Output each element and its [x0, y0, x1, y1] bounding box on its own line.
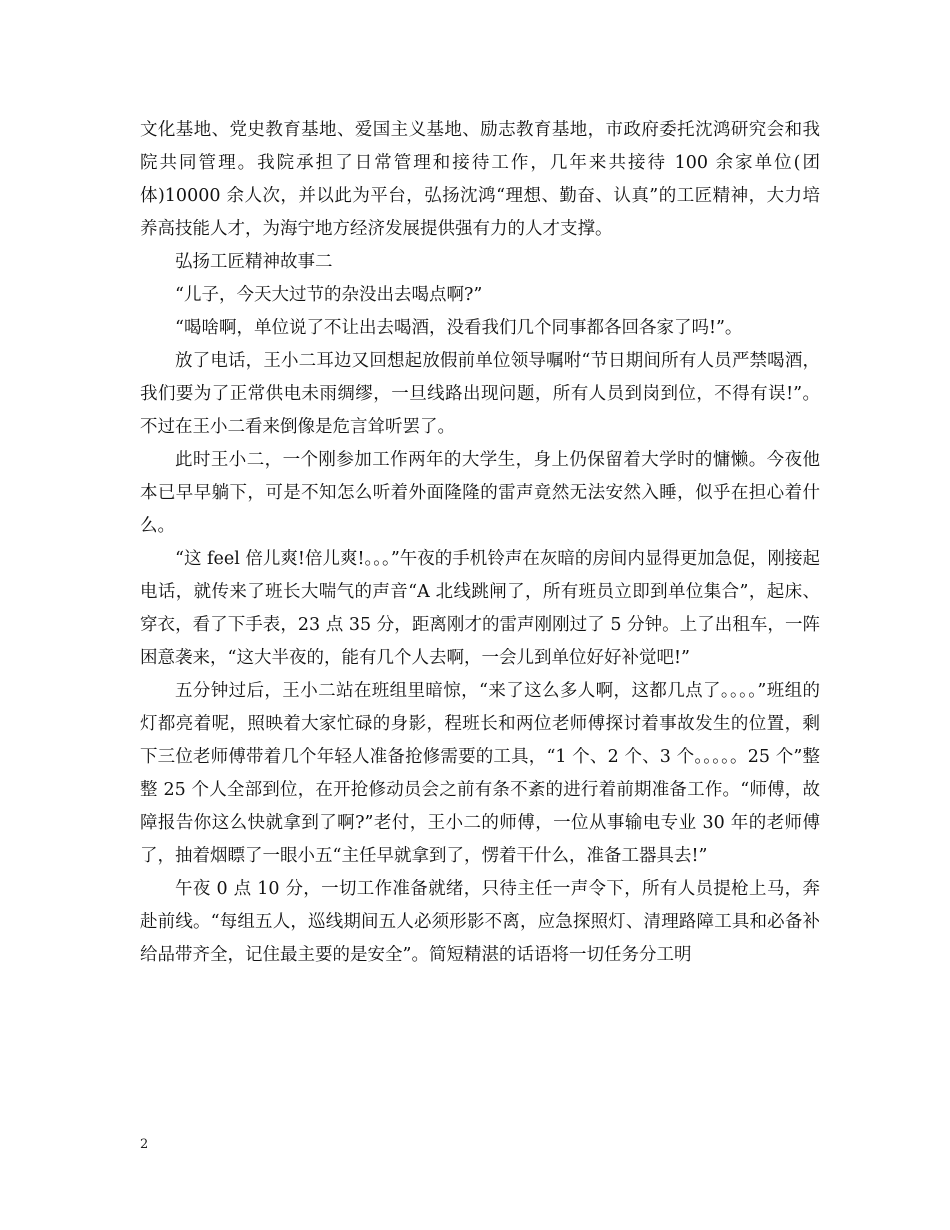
paragraph: 午夜 0 点 10 分，一切工作准备就绪，只待主任一声令下，所有人员提枪上马，奔赴前线。“每组五人，巡线期间五人必须形影不离，应急探照灯、清理路障工具和必备补给品带齐全，记住最主要的是安全”。简短精湛的话语将一切任务分工明	[140, 879, 820, 965]
page-number: 2	[140, 1137, 149, 1152]
body-text	[140, 114, 820, 972]
paragraph: “这 feel 倍儿爽!倍儿爽!。。。”午夜的手机铃声在灰暗的房间内显得更加急促，刚接起电话，就传来了班长大喘气的声音“A 北线跳闸了，所有班员立即到单位集合”，起床、穿衣，看了下手表，23 点 35 分，距离刚才的雷声刚刚过了 5 分钟。上了出租车，一阵困意袭来，“这大半夜的，能有几个人去啊，一会儿到单位好好补觉吧!”	[140, 549, 820, 668]
paragraph-dialogue-1: “儿子，今天大过节的杂没出去喝点啊?”	[175, 285, 483, 305]
paragraph: 放了电话，王小二耳边又回想起放假前单位领导嘱咐“节日期间所有人员严禁喝酒，我们要为了正常供电未雨绸缪，一旦线路出现问题，所有人员到岗到位，不得有误!”。不过在王小二看来倒像是危言耸听罢了。	[140, 351, 820, 437]
paragraph-continuation: 文化基地、党史教育基地、爱国主义基地、励志教育基地，市政府委托沈鸿研究会和我院共同管理。我院承担了日常管理和接待工作，几年来共接待 100 余家单位(团体)10000 余人次，并以此为平台，弘扬沈鸿“理想、勤奋、认真”的工匠精神，大力培养高技能人才，为海宁地方经济发展提供强有力的人才支撑。	[140, 120, 820, 239]
paragraph-dialogue-2: “喝啥啊，单位说了不让出去喝酒，没看我们几个同事都各回各家了吗!”。	[175, 318, 743, 338]
paragraph: 五分钟过后，王小二站在班组里暗惊，“来了这么多人啊，这都几点了。。。。”班组的灯都亮着呢，照映着大家忙碌的身影，程班长和两位老师傅探讨着事故发生的位置，剩下三位老师傅带着几个年轻人准备抢修需要的工具，“1 个、2 个、3 个。。。。。25 个”整整 25 个人全部到位，在开抢修动员会之前有条不紊的进行着前期准备工作。“师傅，故障报告你这么快就拿到了啊?”老付，王小二的师傅，一位从事输电专业 30 年的老师傅了，抽着烟瞟了一眼小五“主任早就拿到了，愣着干什么，准备工器具去!”	[140, 681, 820, 866]
section-heading: 弘扬工匠精神故事二	[175, 252, 333, 272]
paragraph: 此时王小二，一个刚参加工作两年的大学生，身上仍保留着大学时的慵懒。今夜他本已早早躺下，可是不知怎么听着外面隆隆的雷声竟然无法安然入睡，似乎在担心着什么。	[140, 450, 820, 536]
